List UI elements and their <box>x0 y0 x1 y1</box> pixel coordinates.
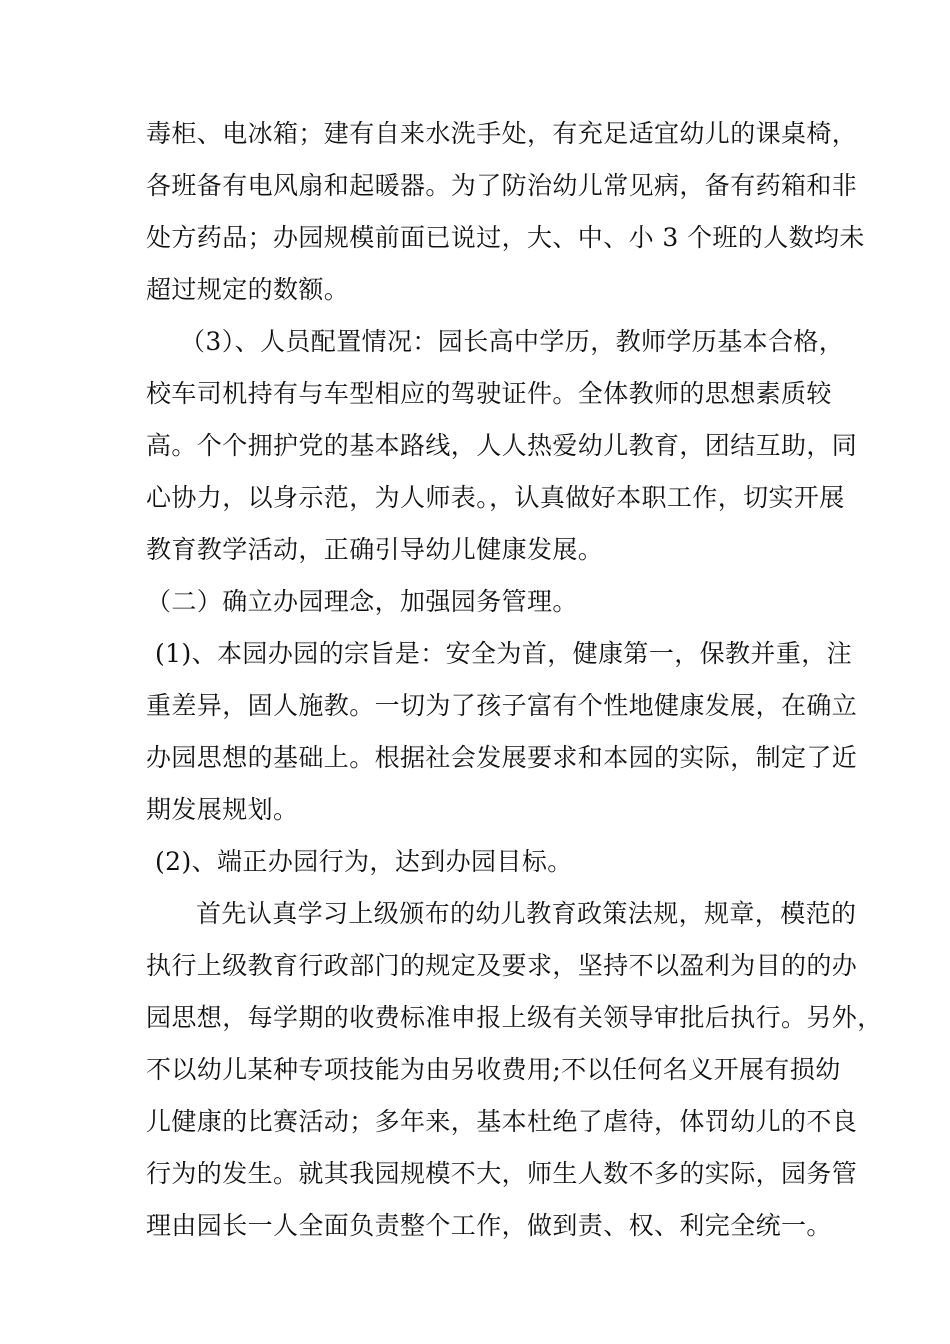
text-line: (2)、端正办园行为，达到办园目标。 <box>155 847 573 876</box>
text-line: 重差异，固人施教。一切为了孩子富有个性地健康发展，在确立 <box>146 691 858 720</box>
text-line: 教育教学活动，正确引导幼儿健康发展。 <box>146 535 604 564</box>
text-line: 各班备有电风扇和起暖器。为了防治幼儿常见病，备有药箱和非 <box>146 171 858 200</box>
text-line: 执行上级教育行政部门的规定及要求，坚持不以盈利为目的的办 <box>146 951 858 980</box>
text-line: 不以幼儿某种专项技能为由另收费用;不以任何名义开展有损幼 <box>146 1055 841 1084</box>
text-line: 行为的发生。就其我园规模不大，师生人数不多的实际，园务管 <box>146 1159 858 1188</box>
text-line: (1)、本园办园的宗旨是：安全为首，健康第一，保教并重，注 <box>155 639 853 668</box>
text-line: 办园思想的基础上。根据社会发展要求和本园的实际，制定了近 <box>146 743 858 772</box>
text-line: 理由园长一人全面负责整个工作，做到责、权、利完全统一。 <box>146 1211 832 1240</box>
text-line: 毒柜、电冰箱；建有自来水洗手处，有充足适宜幼儿的课桌椅， <box>146 119 858 148</box>
text-line: 校车司机持有与车型相应的驾驶证件。全体教师的思想素质较 <box>146 379 832 408</box>
text-line: 儿健康的比赛活动；多年来，基本杜绝了虐待，体罚幼儿的不良 <box>146 1107 858 1136</box>
text-line: 园思想，每学期的收费标准申报上级有关领导审批后执行。另外， <box>146 1003 883 1032</box>
text-line: 处方药品；办园规模前面已说过，大、中、小 3 个班的人数均未 <box>146 223 865 252</box>
section-heading: （二）确立办园理念，加强园务管理。 <box>146 587 578 616</box>
text-line: 期发展规划。 <box>146 795 299 824</box>
text-line: 高。个个拥护党的基本路线，人人热爱幼儿教育，团结互助，同 <box>146 431 858 460</box>
text-line: 首先认真学习上级颁布的幼儿教育政策法规，规章，模范的 <box>196 899 857 928</box>
text-line: （3）、人员配置情况：园长高中学历，教师学历基本合格， <box>180 327 845 356</box>
text-line: 心协力，以身示范，为人师表。，认真做好本职工作，切实开展 <box>146 483 845 512</box>
text-line: 超过规定的数额。 <box>146 275 350 304</box>
